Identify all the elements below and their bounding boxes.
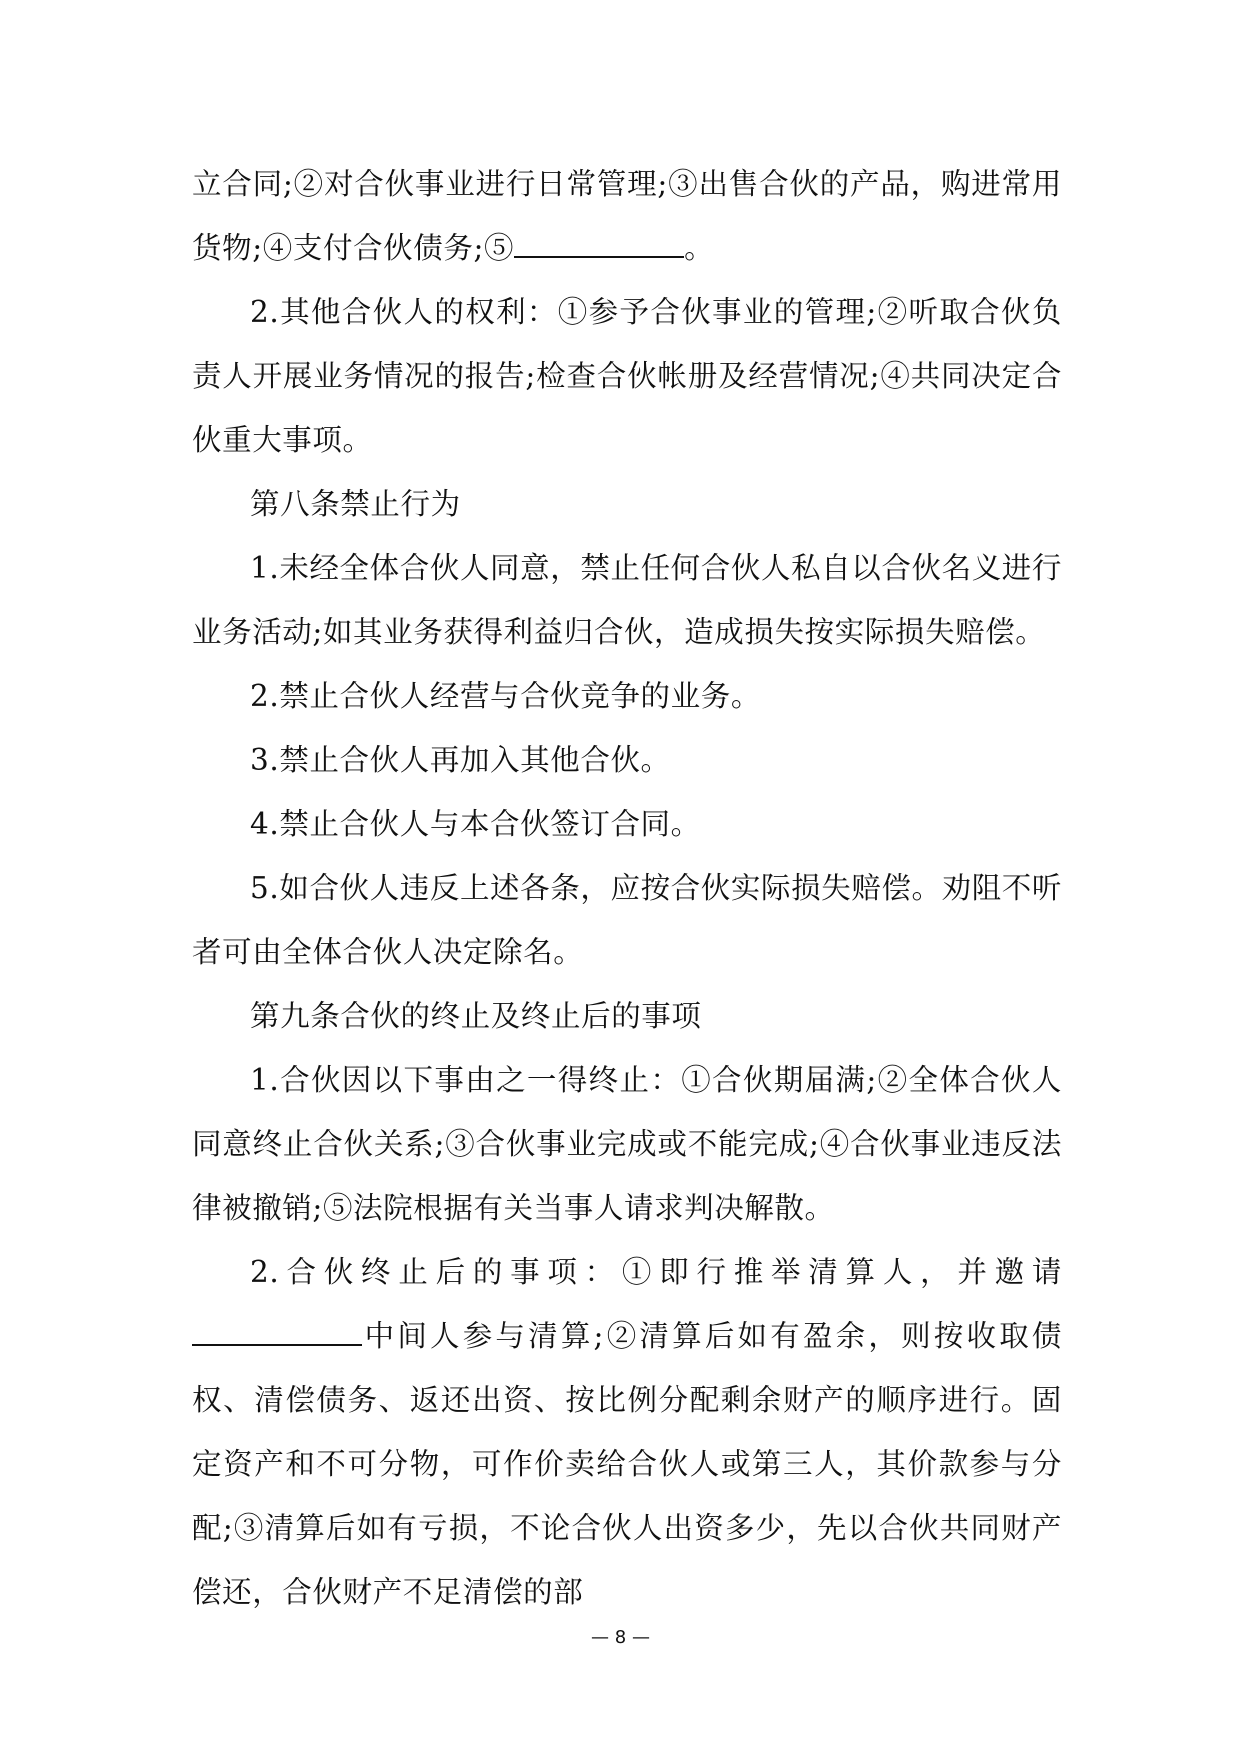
paragraph: 5.如合伙人违反上述各条，应按合伙实际损失赔偿。劝阻不听者可由全体合伙人决定除名。	[192, 871, 1062, 969]
paragraph: 2.禁止合伙人经营与合伙竞争的业务。	[250, 679, 761, 713]
paragraph-text: 2.合伙终止后的事项：①即行推举清算人，并邀请	[250, 1255, 1062, 1289]
document-body	[192, 152, 1062, 1624]
page-number: — 8 —	[591, 1627, 650, 1648]
paragraph-text: 立合同;②对合伙事业进行日常管理;③出售合伙的产品，购进常用货物;④支付合伙债务;⑤	[192, 167, 1062, 265]
section-heading: 第八条禁止行为	[250, 487, 461, 521]
paragraph	[192, 1240, 1062, 1624]
section-heading: 第九条合伙的终止及终止后的事项	[250, 999, 702, 1033]
paragraph-text-suffix: 中间人参与清算;②清算后如有盈余，则按收取债权、清偿债务、返还出资、按比例分配剩余财产的顺序进行。固定资产和不可分物，可作价卖给合伙人或第三人，其价款参与分配;③清算后如有亏损，不论合伙人出资多少，先以合伙共同财产偿还，合伙财产不足清偿的部	[192, 1319, 1062, 1609]
fill-in-blank[interactable]	[514, 228, 684, 258]
paragraph-text-suffix: 。	[684, 231, 715, 265]
paragraph: 3.禁止合伙人再加入其他合伙。	[250, 743, 671, 777]
paragraph: 2.其他合伙人的权利：①参予合伙事业的管理;②听取合伙负责人开展业务情况的报告;检查合伙帐册及经营情况;④共同决定合伙重大事项。	[192, 295, 1062, 457]
paragraph: 1.合伙因以下事由之一得终止：①合伙期届满;②全体合伙人同意终止合伙关系;③合伙事业完成或不能完成;④合伙事业违反法律被撤销;⑤法院根据有关当事人请求判决解散。	[192, 1063, 1062, 1225]
paragraph: 4.禁止合伙人与本合伙签订合同。	[250, 807, 701, 841]
paragraph-continuation	[192, 152, 1062, 280]
fill-in-blank[interactable]	[192, 1316, 362, 1346]
paragraph: 1.未经全体合伙人同意，禁止任何合伙人私自以合伙名义进行业务活动;如其业务获得利益归合伙，造成损失按实际损失赔偿。	[192, 551, 1062, 649]
